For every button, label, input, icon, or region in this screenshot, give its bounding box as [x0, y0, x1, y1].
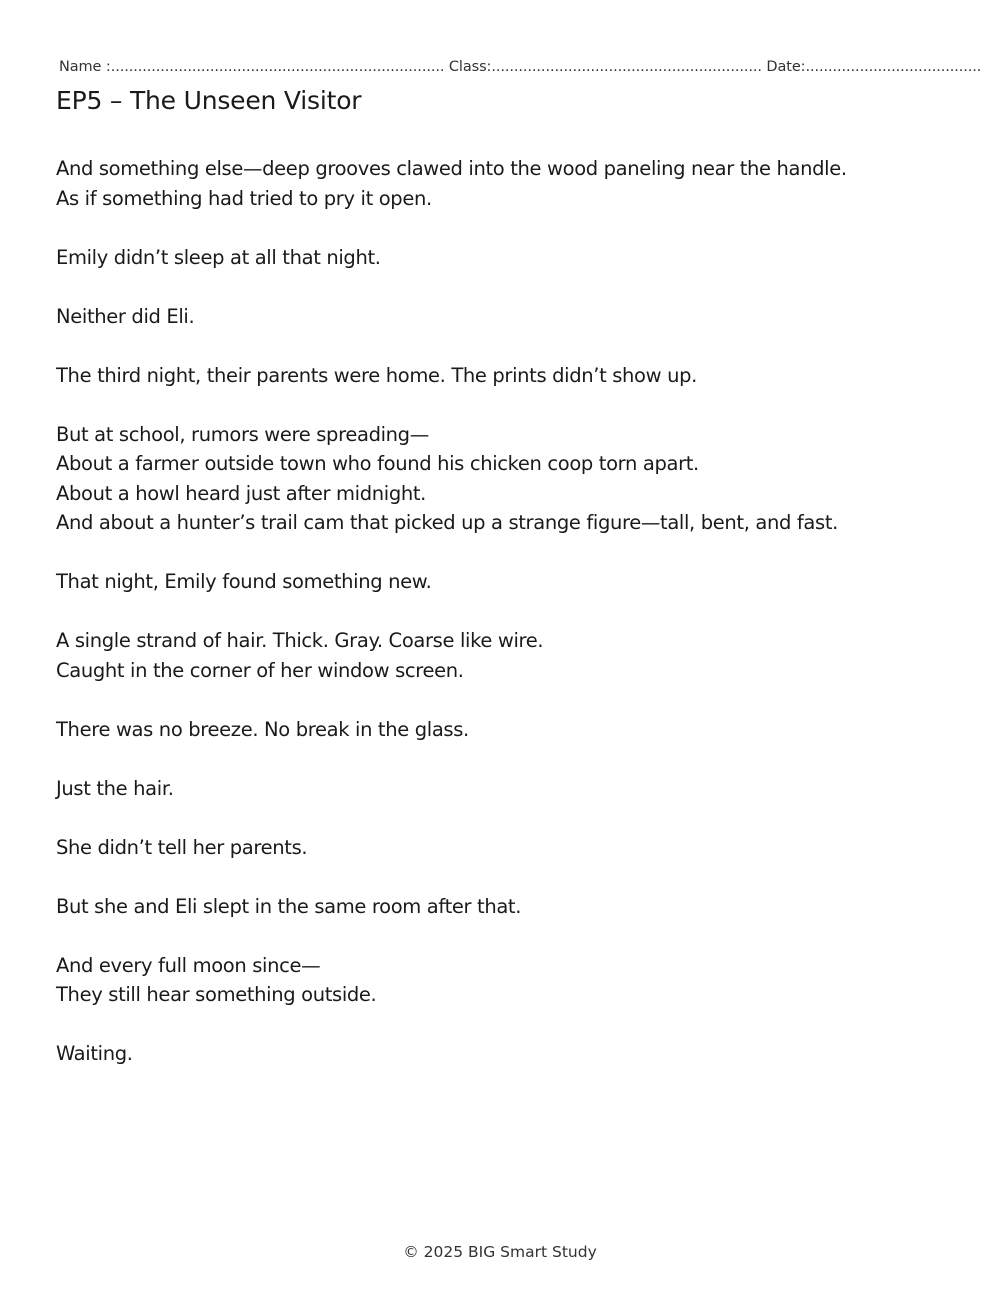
story-paragraph [56, 951, 956, 1010]
story-paragraph [56, 626, 956, 685]
story-line: But at school, rumors were spreading— [56, 422, 429, 446]
story-paragraph [56, 1039, 956, 1069]
story-line: As if something had tried to pry it open. [56, 186, 432, 210]
story-line: The third night, their parents were home. The prints didn’t show up. [56, 363, 697, 387]
story-line: She didn’t tell her parents. [56, 835, 308, 859]
story-line: Waiting. [56, 1042, 133, 1065]
story-line: About a farmer outside town who found his chicken coop torn apart. [56, 452, 699, 475]
date-label: Date: [766, 59, 806, 75]
copyright-footer: © 2025 BIG Smart Study [403, 1243, 597, 1261]
story-paragraph [56, 154, 956, 213]
story-line: And about a hunter’s trail cam that picked up a strange figure—tall, bent, and fast. [56, 511, 838, 534]
story-paragraph [56, 243, 956, 273]
name-label: Name : [59, 59, 111, 75]
story-line: There was no breeze. No break in the glass. [56, 717, 469, 741]
worksheet-header [59, 59, 981, 75]
story-line: That night, Emily found something new. [56, 570, 432, 593]
story-line: About a howl heard just after midnight. [56, 481, 427, 505]
name-field: .......................................................................... [110, 59, 445, 75]
story-paragraph [56, 361, 956, 391]
story-paragraph [56, 567, 956, 597]
story-paragraph [56, 892, 956, 922]
story-paragraph [56, 715, 956, 745]
story-line: Caught in the corner of her window screen. [56, 658, 464, 682]
story-line: A single strand of hair. Thick. Gray. Coarse like wire. [56, 629, 544, 652]
story-paragraph [56, 420, 956, 538]
class-label: Class: [448, 59, 492, 75]
story-line: They still hear something outside. [56, 983, 377, 1006]
story-body [56, 154, 956, 1098]
story-line: Just the hair. [56, 776, 174, 800]
story-line: And every full moon since— [56, 953, 321, 977]
class-field: ............................................................ [491, 59, 762, 75]
story-line: Emily didn’t sleep at all that night. [56, 245, 381, 269]
page-title: EP5 – The Unseen Visitor [56, 86, 362, 115]
story-paragraph [56, 302, 956, 332]
story-line: But she and Eli slept in the same room after that. [56, 894, 522, 918]
story-paragraph [56, 774, 956, 804]
story-line: And something else—deep grooves clawed into the wood paneling near the handle. [56, 157, 847, 180]
story-paragraph [56, 833, 956, 863]
date-field: ....................................... [805, 59, 982, 75]
story-line: Neither did Eli. [56, 304, 195, 328]
